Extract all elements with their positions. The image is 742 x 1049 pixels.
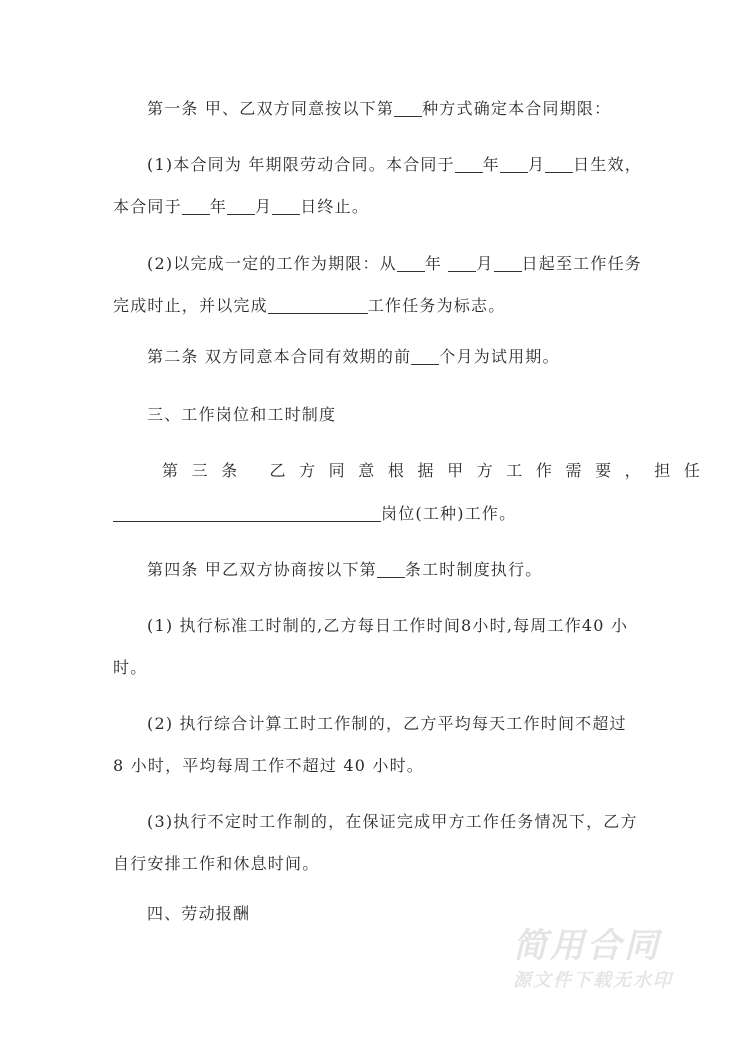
article-2: 第二条 双方同意本合同有效期的前 个月为试用期。 bbox=[147, 347, 560, 366]
article-3-line-1: 第三条 乙方同意根据甲方工作需要，担任 bbox=[162, 461, 714, 480]
hours-option-2-line-1: (2) 执行综合计算工时工作制的，乙方平均每天工作时间不超过 bbox=[147, 714, 627, 733]
blank-field bbox=[455, 156, 483, 173]
option-2-line-1: (2)以完成一定的工作为期限：从 年 月 日起至工作任务 bbox=[147, 254, 642, 273]
watermark-title: 简用合同 bbox=[513, 926, 661, 966]
blank-field bbox=[113, 505, 381, 522]
hours-option-2-line-2: 8 小时，平均每周工作不超过 40 小时。 bbox=[113, 756, 424, 775]
blank-field bbox=[268, 297, 368, 314]
article-1: 第一条 甲、乙双方同意按以下第 种方式确定本合同期限： bbox=[147, 99, 612, 118]
blank-field bbox=[272, 198, 300, 215]
blank-field bbox=[494, 255, 522, 272]
section-3-heading: 三、工作岗位和工时制度 bbox=[147, 405, 337, 424]
blank-field bbox=[397, 255, 425, 272]
hours-option-1-line-2: 时。 bbox=[113, 658, 148, 677]
watermark-subtitle: 源文件下载无水印 bbox=[513, 970, 673, 991]
blank-field bbox=[500, 156, 528, 173]
hours-option-3-line-2: 自行安排工作和休息时间。 bbox=[113, 854, 320, 873]
blank-field bbox=[448, 255, 476, 272]
blank-field bbox=[411, 348, 439, 365]
article-4: 第四条 甲乙双方协商按以下第 条工时制度执行。 bbox=[147, 560, 543, 579]
blank-field bbox=[182, 198, 210, 215]
option-2-line-2: 完成时止，并以完成 工作任务为标志。 bbox=[113, 296, 506, 315]
blank-field bbox=[377, 561, 405, 578]
section-4-heading: 四、劳动报酬 bbox=[147, 904, 251, 923]
blank-field bbox=[227, 198, 255, 215]
blank-field bbox=[394, 100, 422, 117]
article-3-line-2: 岗位(工种)工作。 bbox=[113, 503, 633, 525]
option-1-line-2: 本合同于 年 月 日终止。 bbox=[113, 197, 370, 216]
option-1-line-1: (1)本合同为 年期限劳动合同。本合同于 年 月 日生效， bbox=[147, 155, 642, 174]
hours-option-3-line-1: (3)执行不定时工作制的，在保证完成甲方工作任务情况下，乙方 bbox=[147, 812, 638, 831]
hours-option-1-line-1: (1) 执行标准工时制的,乙方每日工作时间8小时,每周工作40 小 bbox=[147, 616, 629, 635]
blank-field bbox=[545, 156, 573, 173]
